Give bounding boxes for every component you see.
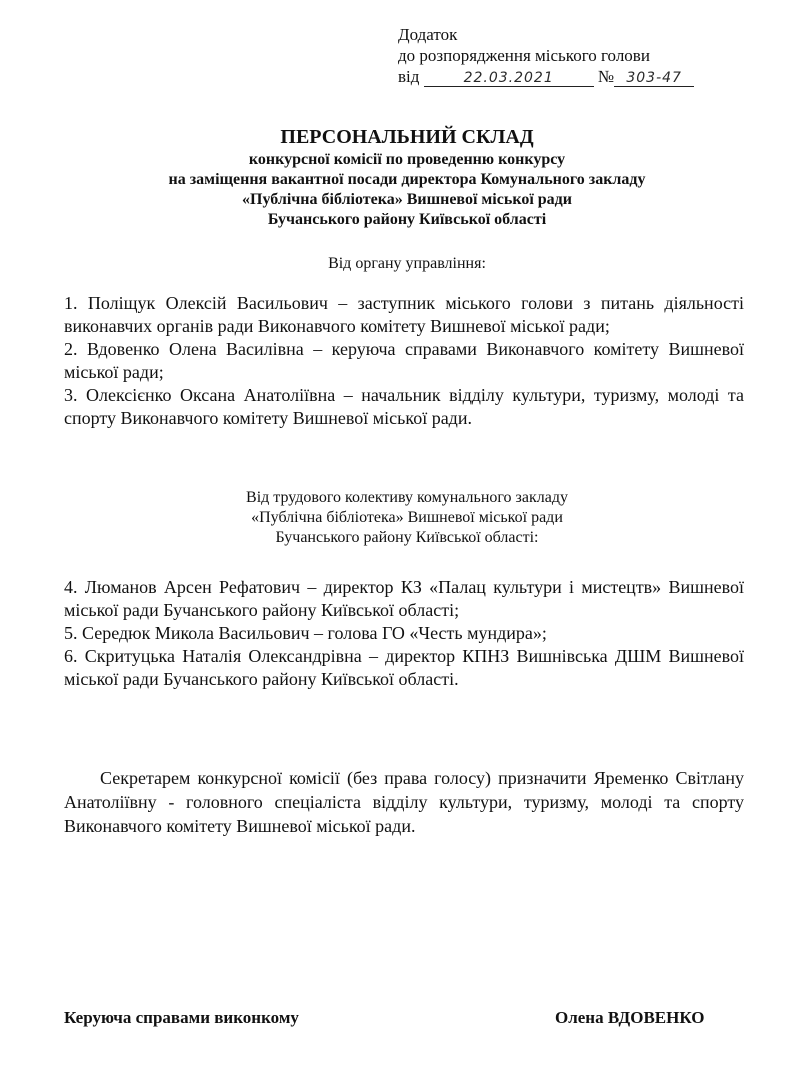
annex-title: Додаток: [398, 25, 458, 44]
member-item-5: 5. Середюк Микола Васильович – голова ГО «Честь мундира»;: [64, 623, 547, 643]
document-subtitle-line-4: Бучанського району Київської області: [267, 211, 547, 228]
annex-number-value: 303-47: [614, 70, 694, 87]
signature-position: Керуюча справами виконкому: [64, 1008, 299, 1027]
section1-member-list: [64, 292, 744, 430]
member-item-6: 6. Скритуцька Наталія Олександрівна – директор КПНЗ Вишнівська ДШМ Вишневої міської ради Бучанського району Київської області.: [64, 646, 744, 689]
section2-heading-line-3: Бучанського району Київської області:: [275, 529, 539, 546]
document-subtitle-line-2: на заміщення вакантної посади директора Комунального закладу: [168, 171, 646, 188]
document-subtitle-line-3: «Публічна бібліотека» Вишневої міської ради: [242, 191, 572, 208]
section1-heading: Від органу управління:: [328, 255, 486, 272]
member-item-1: 1. Поліщук Олексій Васильович – заступник міського голови з питань діяльності виконавчих органів ради Виконавчого комітету Вишневої міської ради;: [64, 293, 744, 336]
section2-heading-block: [60, 488, 754, 548]
annex-header: [398, 24, 758, 87]
annex-from-label: від: [398, 67, 420, 86]
member-item-2: 2. Вдовенко Олена Василівна – керуюча справами Виконавчого комітету Вишневої міської ради;: [64, 339, 744, 382]
annex-reference: до розпорядження міського голови: [398, 46, 650, 65]
document-title-block: [60, 124, 754, 230]
member-item-3: 3. Олексієнко Оксана Анатоліївна – начальник відділу культури, туризму, молоді та спорту Виконавчого комітету Вишневої міської ради.: [64, 385, 744, 428]
section2-heading-line-2: «Публічна бібліотека» Вишневої міської ради: [251, 509, 563, 526]
member-item-4: 4. Люманов Арсен Рефатович – директор КЗ «Палац культури і мистецтв» Вишневої міської ради Бучанського району Київської області;: [64, 577, 744, 620]
annex-number-label: №: [597, 67, 615, 86]
section2-heading-line-1: Від трудового колективу комунального закладу: [246, 489, 568, 506]
annex-date-number-line: [398, 66, 758, 87]
document-title: ПЕРСОНАЛЬНИЙ СКЛАД: [280, 126, 534, 148]
secretary-paragraph: Секретарем конкурсної комісії (без права голосу) призначити Яременко Світлану Анатоліївну - головного спеціаліста відділу культури, туризму, молоді та спорту Виконавчого комітету Вишневої міської ради.: [64, 768, 744, 836]
section2-member-list: [64, 576, 744, 691]
annex-date-value: 22.03.2021: [424, 70, 594, 87]
signature-name: Олена ВДОВЕНКО: [555, 1008, 705, 1027]
document-subtitle-line-1: конкурсної комісії по проведенню конкурсу: [248, 151, 566, 168]
